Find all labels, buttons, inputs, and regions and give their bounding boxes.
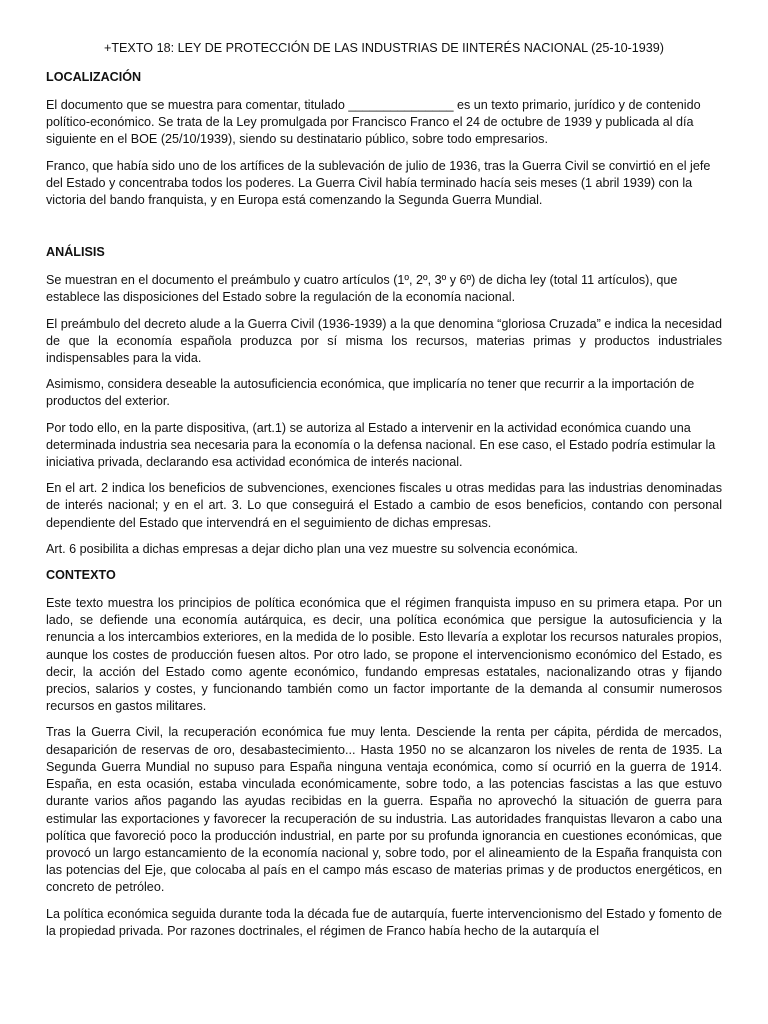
contexto-paragraph-2: Tras la Guerra Civil, la recuperación económica fue muy lenta. Desciende la renta per cápita, pérdida de mercados, desaparición de reservas de oro, desabastecimiento... Hasta 1950 no se alcanzaron los niveles de renta de 1935. La Segunda Guerra Mundial no supuso para España ninguna ventaja económica, como sí ocurrió en la guerra de 1914. España, en esta ocasión, estaba vinculada económicamente, sobre todo, a las potencias fascistas a las que estuvo durante varios años pagando las ayudas recibidas en la guerra. España no aprovechó la situación de guerra para estimular las exportaciones y favorecer la recuperación de su industria. Las autoridades franquistas llevaron a cabo una política que favoreció poco la producción industrial, en parte por su profunda ignorancia en cuestiones económicas, que provocó un largo estancamiento de la economía nacional y, sobre todo, por el alineamiento de la España franquista con las potencias del Eje, que colocaba al país en el campo más escaso de materias primas y de productos energéticos, en concreto de petróleo. bbox=[46, 725, 722, 895]
localizacion-p1-before: El documento que se muestra para comentar, titulado bbox=[46, 98, 349, 112]
localizacion-paragraph-2: Franco, que había sido uno de los artífices de la sublevación de julio de 1936, tras la Guerra Civil se convirtió en el jefe del Estado y concentraba todos los poderes. La Guerra Civil había terminado hacía seis meses (1 abril 1939) con la victoria del bando franquista, y en Europa está comenzando la Segunda Guerra Mundial. bbox=[46, 158, 711, 208]
analisis-paragraph-2: El preámbulo del decreto alude a la Guerra Civil (1936-1939) a la que denomina “gloriosa Cruzada” e indica la necesidad de que la economía española produzca por sí misma los recursos, materias primas y productos industriales indispensables para la vida. bbox=[46, 316, 722, 366]
localizacion-p1-after: es un texto primario, jurídico y de contenido político-económico. Se trata de la Ley promulgada por Francisco Franco el 24 de octubre de 1939 y publicada al día siguiente en el BOE (25/10/1939), siendo su destinatario público, sobre todo empresarios. bbox=[46, 98, 701, 147]
heading-analisis: ANÁLISIS bbox=[46, 245, 105, 260]
title-blank-line: _______________ bbox=[348, 98, 454, 112]
analisis-paragraph-1: Se muestran en el documento el preámbulo y cuatro artículos (1º, 2º, 3º y 6º) de dicha ley (total 11 artículos), que establece las disposiciones del Estado sobre la regulación de la economía nacional. bbox=[46, 273, 678, 305]
analisis-paragraph-5: En el art. 2 indica los beneficios de subvenciones, exenciones fiscales u otras medidas para las industrias denominadas de interés nacional; y en el art. 3. Lo que conseguirá el Estado a cambio de esos beneficios, contando con personal dependiente del Estado que intervendrá en el seguimiento de dichas empresas. bbox=[46, 481, 722, 530]
document-title: +TEXTO 18: LEY DE PROTECCIÓN DE LAS INDUSTRIAS DE IINTERÉS NACIONAL (25-10-1939) bbox=[103, 41, 664, 55]
contexto-paragraph-3: La política económica seguida durante toda la década fue de autarquía, fuerte intervencionismo del Estado y fomento de la propiedad privada. Por razones doctrinales, el régimen de Franco había hecho de la autarquía el bbox=[46, 906, 722, 938]
localizacion-paragraph-1 bbox=[46, 97, 722, 149]
heading-contexto: CONTEXTO bbox=[46, 568, 116, 583]
section-spacer bbox=[46, 218, 722, 244]
analisis-paragraph-6: Art. 6 posibilita a dichas empresas a dejar dicho plan una vez muestre su solvencia económica. bbox=[46, 541, 579, 556]
heading-localizacion: LOCALIZACIÓN bbox=[46, 70, 142, 84]
contexto-paragraph-1: Este texto muestra los principios de política económica que el régimen franquista impuso en su primera etapa. Por un lado, se defiende una economía autárquica, es decir, una política económica que persigue la autosuficiencia y la renuncia a los intercambios exteriores, en la medida de lo posible. Esto llevaría a explotar los recursos naturales propios, aunque los costes de producción fuesen altos. Por otro lado, se propone el intervencionismo económico del Estado, es decir, la acción del Estado como agente económico, fundando empresas estatales, nacionalizando otras y fijando precios, salarios y costes, y funcionando también como un factor importante de la demanda al consumir numerosos recursos en gastos militares. bbox=[46, 596, 722, 714]
analisis-paragraph-3: Asimismo, considera deseable la autosuficiencia económica, que implicaría no tener que recurrir a la importación de productos del exterior. bbox=[46, 377, 695, 409]
analisis-paragraph-4: Por todo ello, en la parte dispositiva, (art.1) se autoriza al Estado a intervenir en la actividad económica cuando una determinada industria sea necesaria para la economía o la defensa nacional. En ese caso, el Estado podría estimular la iniciativa privada, declarando esa actividad económica de interés nacional. bbox=[46, 420, 716, 470]
